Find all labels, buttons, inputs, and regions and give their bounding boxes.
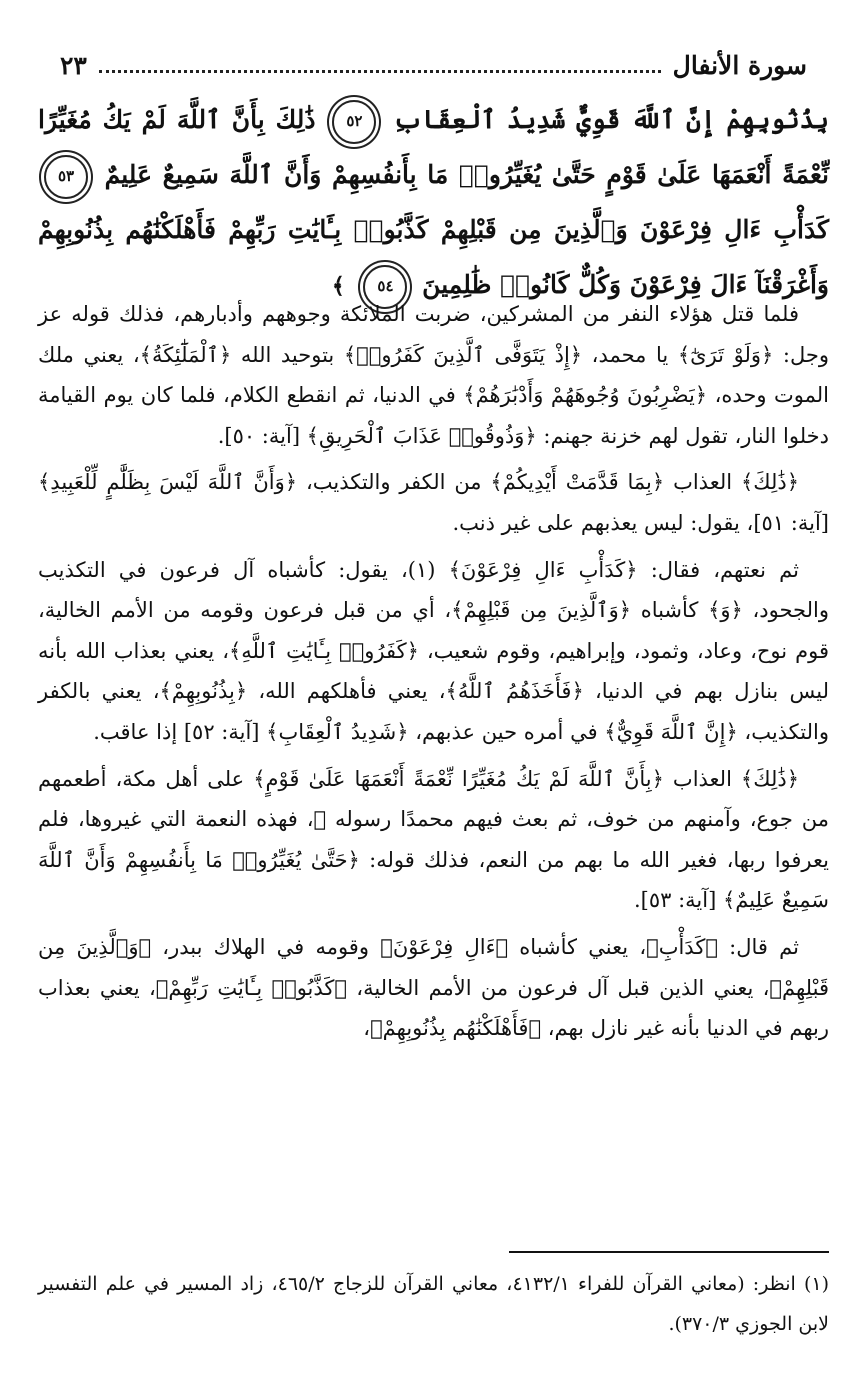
footnote: (١) انظر: (معاني القرآن للفراء ٤١٣٢/١، معاني القرآن للزجاج ٤٦٥/٢، زاد المسير في علم التفسير لابن الجوزي ٣٧٠/٣).: [38, 1273, 829, 1335]
commentary-block: [38, 294, 829, 1055]
commentary-paragraph: ﴿ذَٰلِكَ﴾ العذاب ﴿بِأَنَّ ٱللَّهَ لَمْ يَكُ مُغَيِّرًا نِّعْمَةً أَنْعَمَهَا عَلَىٰ قَوْمٍ﴾ على أهل مكة، أطعمهم من جوع، وآمنهم من خوف، ثم بعث فيهم محمدًا رسوله ﷺ، فهذه النعمة التي غيروها، فلم يعرفوا ربها، فغير الله ما بهم من النعم، فذلك قوله: ﴿حَتَّىٰ يُغَيِّرُوا۟ مَا بِأَنفُسِهِمْ وَأَنَّ ٱللَّهَ سَمِيعٌ عَلِيمٌ﴾ [آية: ٥٣].: [38, 766, 829, 913]
header-dotted-leader: [99, 70, 661, 73]
commentary-paragraph: فلما قتل هؤلاء النفر من المشركين، ضربت الملائكة وجوههم وأدبارهم، فذلك قوله عز وجل: ﴿وَلَوْ تَرَىٰٓ﴾ يا محمد، ﴿إِذْ يَتَوَفَّى ٱلَّذِينَ كَفَرُوا۟﴾ بتوحيد الله ﴿ٱلْمَلَٰٓئِكَةُ﴾، يعني ملك الموت وحده، ﴿يَضْرِبُونَ وُجُوهَهُمْ وَأَدْبَٰرَهُمْ﴾ في الدنيا، ثم انقطع الكلام، فلما كان يوم القيامة دخلوا النار، تقول لهم خزنة جهنم: ﴿وَذُوقُوا۟ عَذَابَ ٱلْحَرِيقِ﴾ [آية: ٥٠].: [38, 302, 829, 448]
quran-segment: بِذُنُوبِهِمْ إِنَّ ٱللَّهَ قَوِيٌّ شَدِيدُ ٱلْعِقَابِ: [393, 105, 829, 134]
footnote-divider: [509, 1251, 829, 1253]
surah-name: سورة الأنفال: [672, 50, 807, 80]
page-header: [60, 44, 807, 86]
ayah-number-marker: ٥٤: [363, 265, 407, 309]
ayah-number-marker: ٥٢: [332, 100, 376, 144]
quran-segment: ذَٰلِكَ بِأَنَّ ٱللَّهَ لَمْ يَكُ مُغَيِّرًا نِّعْمَةً أَنْعَمَهَا عَلَىٰ قَوْمٍ حَتَّىٰ يُغَيِّرُوا۟ مَا بِأَنفُسِهِمْ وَأَنَّ ٱللَّهَ سَمِيعٌ عَلِيمٌ: [38, 105, 829, 189]
ayah-number-marker: ٥٣: [44, 155, 88, 199]
quran-segment: كَدَأْبِ ءَالِ فِرْعَوْنَ وَٱلَّذِينَ مِن قَبْلِهِمْ كَذَّبُوا۟ بِـَٔايَٰتِ رَبِّهِمْ فَأَهْلَكْنَٰهُم بِذُنُوبِهِمْ وَأَغْرَقْنَآ ءَالَ فِرْعَوْنَ وَكُلٌّ كَانُوا۟ ظَٰلِمِينَ: [38, 215, 829, 299]
page-number: ٢٣: [60, 50, 87, 80]
commentary-paragraph: ﴿ذَٰلِكَ﴾ العذاب ﴿بِمَا قَدَّمَتْ أَيْدِيكُمْ﴾ من الكفر والتكذيب، ﴿وَأَنَّ ٱللَّهَ لَيْسَ بِظَلَّٰمٍ لِّلْعَبِيدِ﴾ [آية: ٥١]، يقول: ليس يعذبهم على غير ذنب.: [38, 470, 829, 535]
commentary-paragraph: ثم نعتهم، فقال: ﴿كَدَأْبِ ءَالِ فِرْعَوْنَ﴾ (١)، يقول: كأشباه آل فرعون في التكذيب والجحود، ﴿وَ﴾ كأشباه ﴿وَٱلَّذِينَ مِن قَبْلِهِمْ﴾، أي من قبل فرعون وقومه من الأمم الخالية، قوم نوح، وعاد، وثمود، وإبراهيم، وقوم شعيب، ﴿كَفَرُوا۟ بِـَٔايَٰتِ ٱللَّهِ﴾، يعني بعذاب الله بأنه ليس بنازل بهم في الدنيا، ﴿فَأَخَذَهُمُ ٱللَّهُ﴾، يعني فأهلكهم الله، ﴿بِذُنُوبِهِمْ﴾، يعني بالكفر والتكذيب، ﴿إِنَّ ٱللَّهَ قَوِيٌّ﴾ في أمره حين عذبهم، ﴿شَدِيدُ ٱلْعِقَابِ﴾ [آية: ٥٢] إذا عاقب.: [38, 557, 829, 744]
end-ornament: ﴾: [331, 273, 345, 299]
commentary-paragraph: ثم قال: ﴿كَدَأْبِ﴾، يعني كأشباه ﴿ءَالِ فِرْعَوْنَ﴾ وقومه في الهلاك ببدر، ﴿وَٱلَّذِينَ مِن قَبْلِهِمْ﴾، يعني الذين قبل آل فرعون من الأمم الخالية، ﴿كَذَّبُوا۟ بِـَٔايَٰتِ رَبِّهِمْ﴾، يعني بعذاب ربهم في الدنيا بأنه غير نازل بهم، ﴿فَأَهْلَكْنَٰهُم بِذُنُوبِهِمْ﴾،: [38, 934, 829, 1041]
quran-text-block: [38, 92, 829, 314]
